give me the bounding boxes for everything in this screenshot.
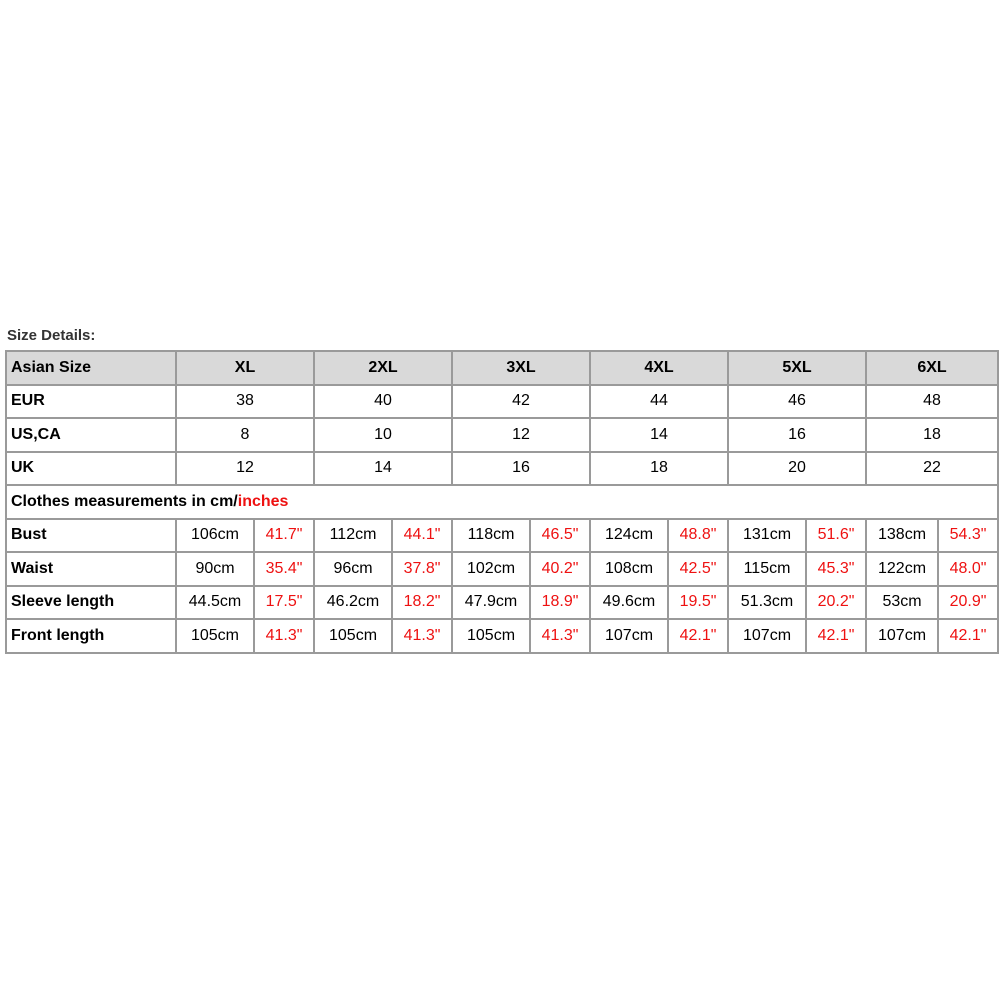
measurements-heading-unit: inches (237, 492, 289, 510)
cm-value-cell: 102cm (452, 552, 530, 586)
table-row (6, 519, 998, 553)
inch-value-cell: 51.6" (806, 519, 866, 553)
table-cell: 18 (866, 418, 998, 452)
cm-value-cell: 96cm (314, 552, 392, 586)
cm-value-cell: 106cm (176, 519, 254, 553)
inch-value-cell: 41.3" (530, 619, 590, 653)
cm-value-cell: 115cm (728, 552, 806, 586)
inch-value-cell: 41.3" (392, 619, 452, 653)
row-label-bust: Bust (6, 519, 176, 553)
inch-value-cell: 46.5" (530, 519, 590, 553)
table-cell: 42 (452, 385, 590, 419)
cm-value-cell: 105cm (314, 619, 392, 653)
cm-value-cell: 107cm (590, 619, 668, 653)
size-header-cell: 5XL (728, 351, 866, 385)
size-header-cell: 4XL (590, 351, 728, 385)
inch-value-cell: 20.9" (938, 586, 998, 620)
row-label-uk: UK (6, 452, 176, 486)
cm-value-cell: 138cm (866, 519, 938, 553)
cm-value-cell: 105cm (176, 619, 254, 653)
size-header-cell: 2XL (314, 351, 452, 385)
row-label-waist: Waist (6, 552, 176, 586)
row-label-asian-size: Asian Size (6, 351, 176, 385)
cm-value-cell: 108cm (590, 552, 668, 586)
size-chart-table (5, 350, 999, 654)
table-row (6, 552, 998, 586)
table-cell: 16 (452, 452, 590, 486)
table-cell: 38 (176, 385, 314, 419)
inch-value-cell: 48.8" (668, 519, 728, 553)
inch-value-cell: 42.1" (668, 619, 728, 653)
table-cell: 46 (728, 385, 866, 419)
inch-value-cell: 41.3" (254, 619, 314, 653)
table-row (6, 586, 998, 620)
table-cell: 14 (314, 452, 452, 486)
inch-value-cell: 41.7" (254, 519, 314, 553)
inch-value-cell: 35.4" (254, 552, 314, 586)
inch-value-cell: 42.1" (938, 619, 998, 653)
cm-value-cell: 122cm (866, 552, 938, 586)
table-cell: 18 (590, 452, 728, 486)
cm-value-cell: 44.5cm (176, 586, 254, 620)
inch-value-cell: 19.5" (668, 586, 728, 620)
cm-value-cell: 105cm (452, 619, 530, 653)
row-label-us-ca: US,CA (6, 418, 176, 452)
size-header-cell: XL (176, 351, 314, 385)
table-header-row (6, 351, 998, 385)
table-cell: 10 (314, 418, 452, 452)
inch-value-cell: 20.2" (806, 586, 866, 620)
section-heading-row (6, 485, 998, 519)
size-header-cell: 6XL (866, 351, 998, 385)
cm-value-cell: 53cm (866, 586, 938, 620)
inch-value-cell: 18.2" (392, 586, 452, 620)
cm-value-cell: 112cm (314, 519, 392, 553)
row-label-eur: EUR (6, 385, 176, 419)
table-cell: 8 (176, 418, 314, 452)
inch-value-cell: 40.2" (530, 552, 590, 586)
table-cell: 12 (452, 418, 590, 452)
inch-value-cell: 45.3" (806, 552, 866, 586)
cm-value-cell: 107cm (728, 619, 806, 653)
inch-value-cell: 42.5" (668, 552, 728, 586)
cm-value-cell: 51.3cm (728, 586, 806, 620)
inch-value-cell: 54.3" (938, 519, 998, 553)
cm-value-cell: 118cm (452, 519, 530, 553)
inch-value-cell: 18.9" (530, 586, 590, 620)
table-cell: 16 (728, 418, 866, 452)
row-label-sleeve-length: Sleeve length (6, 586, 176, 620)
table-row (6, 418, 998, 452)
cm-value-cell: 131cm (728, 519, 806, 553)
page-title: Size Details: (7, 327, 96, 344)
cm-value-cell: 46.2cm (314, 586, 392, 620)
size-header-cell: 3XL (452, 351, 590, 385)
measurements-heading (6, 485, 998, 519)
table-cell: 14 (590, 418, 728, 452)
inch-value-cell: 37.8" (392, 552, 452, 586)
inch-value-cell: 44.1" (392, 519, 452, 553)
table-cell: 40 (314, 385, 452, 419)
cm-value-cell: 49.6cm (590, 586, 668, 620)
table-row (6, 385, 998, 419)
inch-value-cell: 42.1" (806, 619, 866, 653)
cm-value-cell: 47.9cm (452, 586, 530, 620)
table-cell: 44 (590, 385, 728, 419)
table-cell: 22 (866, 452, 998, 486)
measurements-heading-prefix: Clothes measurements in cm/ (11, 492, 238, 510)
table-cell: 48 (866, 385, 998, 419)
table-row (6, 619, 998, 653)
table-cell: 12 (176, 452, 314, 486)
cm-value-cell: 90cm (176, 552, 254, 586)
cm-value-cell: 107cm (866, 619, 938, 653)
inch-value-cell: 17.5" (254, 586, 314, 620)
row-label-front-length: Front length (6, 619, 176, 653)
cm-value-cell: 124cm (590, 519, 668, 553)
inch-value-cell: 48.0" (938, 552, 998, 586)
table-row (6, 452, 998, 486)
table-cell: 20 (728, 452, 866, 486)
